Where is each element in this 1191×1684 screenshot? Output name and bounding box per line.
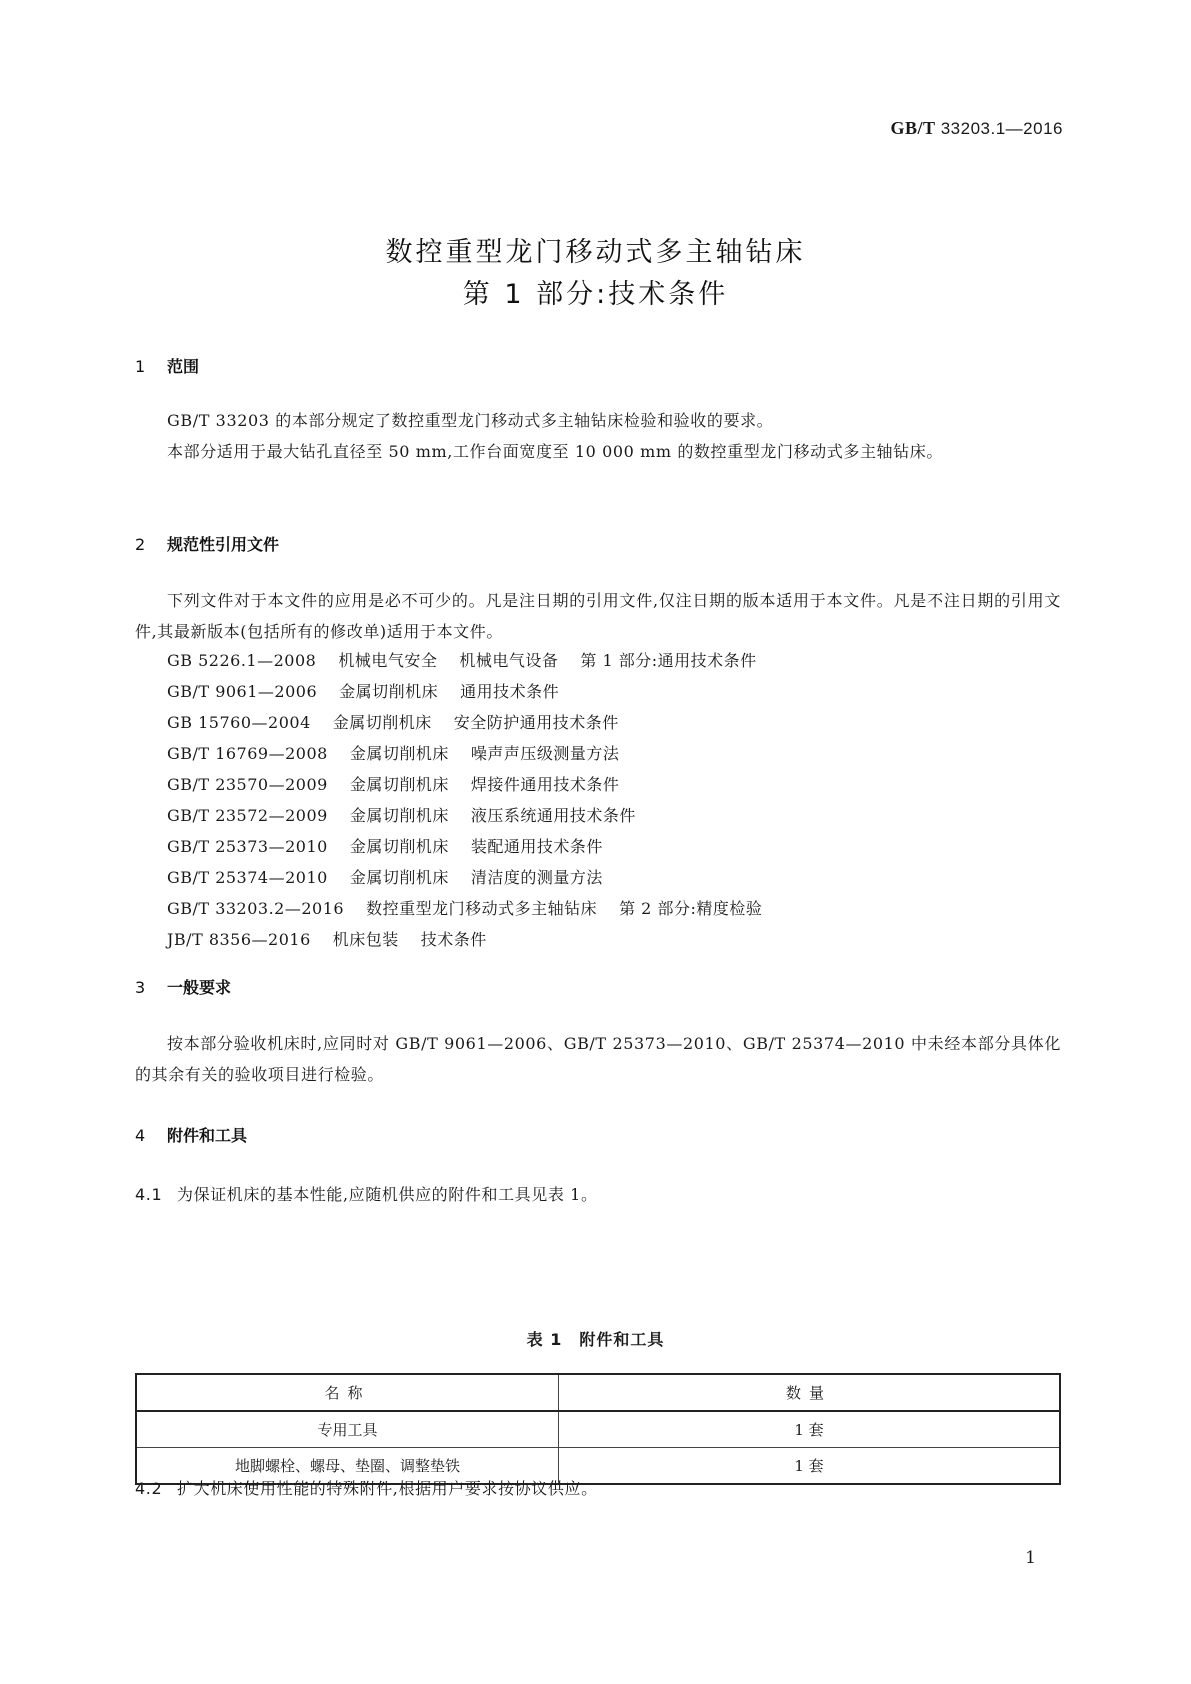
reference-title-part: 金属切削机床	[349, 868, 449, 887]
reference-title-part: 装配通用技术条件	[470, 837, 603, 856]
reference-code: GB/T 25374—2010	[167, 868, 328, 887]
reference-item	[167, 800, 762, 831]
paragraph: 按本部分验收机床时,应同时对 GB/T 9061—2006、GB/T 25373—2010、GB/T 25374—2010 中未经本部分具体化的其余有关的验收项目进行检验。	[135, 1034, 1061, 1084]
standard-prefix: GB/T	[890, 118, 936, 138]
reference-code: GB/T 25373—2010	[167, 837, 328, 856]
reference-title-part: 安全防护通用技术条件	[453, 713, 619, 732]
section-title: 一般要求	[167, 978, 232, 997]
reference-code: JB/T 8356—2016	[167, 930, 311, 949]
table-caption: 表 1 附件和工具	[526, 1330, 665, 1349]
section-heading-normative-references	[135, 532, 279, 555]
column-header-quantity: 数量	[559, 1374, 1061, 1411]
paragraph: 本部分适用于最大钻孔直径至 50 mm,工作台面宽度至 10 000 mm 的数控重型龙门移动式多主轴钻床。	[167, 442, 943, 461]
reference-title-part: 第 2 部分:精度检验	[619, 899, 763, 918]
reference-code: GB/T 33203.2—2016	[167, 899, 345, 918]
reference-title-part: 金属切削机床	[349, 744, 449, 763]
reference-code: GB 15760—2004	[167, 713, 311, 732]
reference-item	[167, 738, 762, 769]
reference-item	[167, 645, 762, 676]
table-cell-quantity: 1 套	[559, 1411, 1061, 1448]
section-number: 2	[135, 535, 146, 554]
reference-item	[167, 707, 762, 738]
reference-title-part: 液压系统通用技术条件	[470, 806, 636, 825]
reference-code: GB 5226.1—2008	[167, 651, 317, 670]
column-header-name: 名称	[136, 1374, 559, 1411]
clause-number: 4.2	[135, 1479, 163, 1498]
table-cell-name: 专用工具	[136, 1411, 559, 1448]
section-title: 附件和工具	[167, 1126, 248, 1145]
clause-text: 为保证机床的基本性能,应随机供应的附件和工具见表 1。	[177, 1185, 598, 1204]
standard-code: 33203.1—2016	[940, 119, 1063, 138]
clause-text: 扩大机床使用性能的特殊附件,根据用户要求按协议供应。	[177, 1479, 598, 1498]
reference-item	[167, 924, 762, 955]
reference-title-part: 焊接件通用技术条件	[470, 775, 620, 794]
section-number: 4	[135, 1126, 146, 1145]
reference-item	[167, 893, 762, 924]
section-title: 范围	[167, 357, 200, 376]
reference-title-part: 通用技术条件	[460, 682, 560, 701]
section-body-normative-references	[135, 585, 1061, 647]
section-heading-general-requirements	[135, 975, 231, 998]
table-header-row	[136, 1374, 1060, 1411]
table-cell-quantity: 1 套	[559, 1448, 1061, 1485]
reference-list	[167, 645, 762, 955]
paragraph: 下列文件对于本文件的应用是必不可少的。凡是注日期的引用文件,仅注日期的版本适用于本文件。凡是不注日期的引用文件,其最新版本(包括所有的修改单)适用于本文件。	[135, 591, 1061, 641]
reference-code: GB/T 16769—2008	[167, 744, 328, 763]
reference-item	[167, 676, 762, 707]
reference-title-part: 金属切削机床	[339, 682, 439, 701]
reference-item	[167, 862, 762, 893]
reference-item	[167, 769, 762, 800]
page-number: 1	[1025, 1548, 1036, 1568]
table-cell-name: 地脚螺栓、螺母、垫圈、调整垫铁	[136, 1448, 559, 1485]
standard-number	[890, 118, 1063, 139]
reference-title-part: 清洁度的测量方法	[470, 868, 603, 887]
section-body-general-requirements	[135, 1028, 1061, 1090]
reference-title-part: 第 1 部分:通用技术条件	[580, 651, 757, 670]
reference-code: GB/T 23570—2009	[167, 775, 328, 794]
document-subtitle: 第 1 部分:技术条件	[462, 279, 729, 310]
section-body-scope	[135, 405, 1061, 467]
reference-title-part: 数控重型龙门移动式多主轴钻床	[366, 899, 598, 918]
reference-title-part: 噪声声压级测量方法	[470, 744, 620, 763]
reference-code: GB/T 9061—2006	[167, 682, 318, 701]
section-heading-scope	[135, 354, 199, 377]
reference-title-part: 技术条件	[420, 930, 487, 949]
accessories-table	[135, 1373, 1061, 1485]
clause-4-2	[135, 1476, 598, 1499]
reference-item	[167, 831, 762, 862]
clause-4-1	[135, 1182, 598, 1205]
reference-title-part: 金属切削机床	[349, 806, 449, 825]
paragraph: GB/T 33203 的本部分规定了数控重型龙门移动式多主轴钻床检验和验收的要求。	[167, 411, 774, 430]
reference-title-part: 机床包装	[332, 930, 399, 949]
clause-number: 4.1	[135, 1185, 163, 1204]
section-title: 规范性引用文件	[167, 535, 280, 554]
section-number: 1	[135, 357, 146, 376]
reference-title-part: 金属切削机床	[349, 775, 449, 794]
reference-title-part: 金属切削机床	[349, 837, 449, 856]
section-heading-accessories-and-tools	[135, 1123, 247, 1146]
reference-title-part: 机械电气设备	[459, 651, 559, 670]
document-title: 数控重型龙门移动式多主轴钻床	[385, 237, 806, 268]
reference-title-part: 机械电气安全	[338, 651, 438, 670]
reference-code: GB/T 23572—2009	[167, 806, 328, 825]
table-row	[136, 1411, 1060, 1448]
section-number: 3	[135, 978, 146, 997]
reference-title-part: 金属切削机床	[332, 713, 432, 732]
